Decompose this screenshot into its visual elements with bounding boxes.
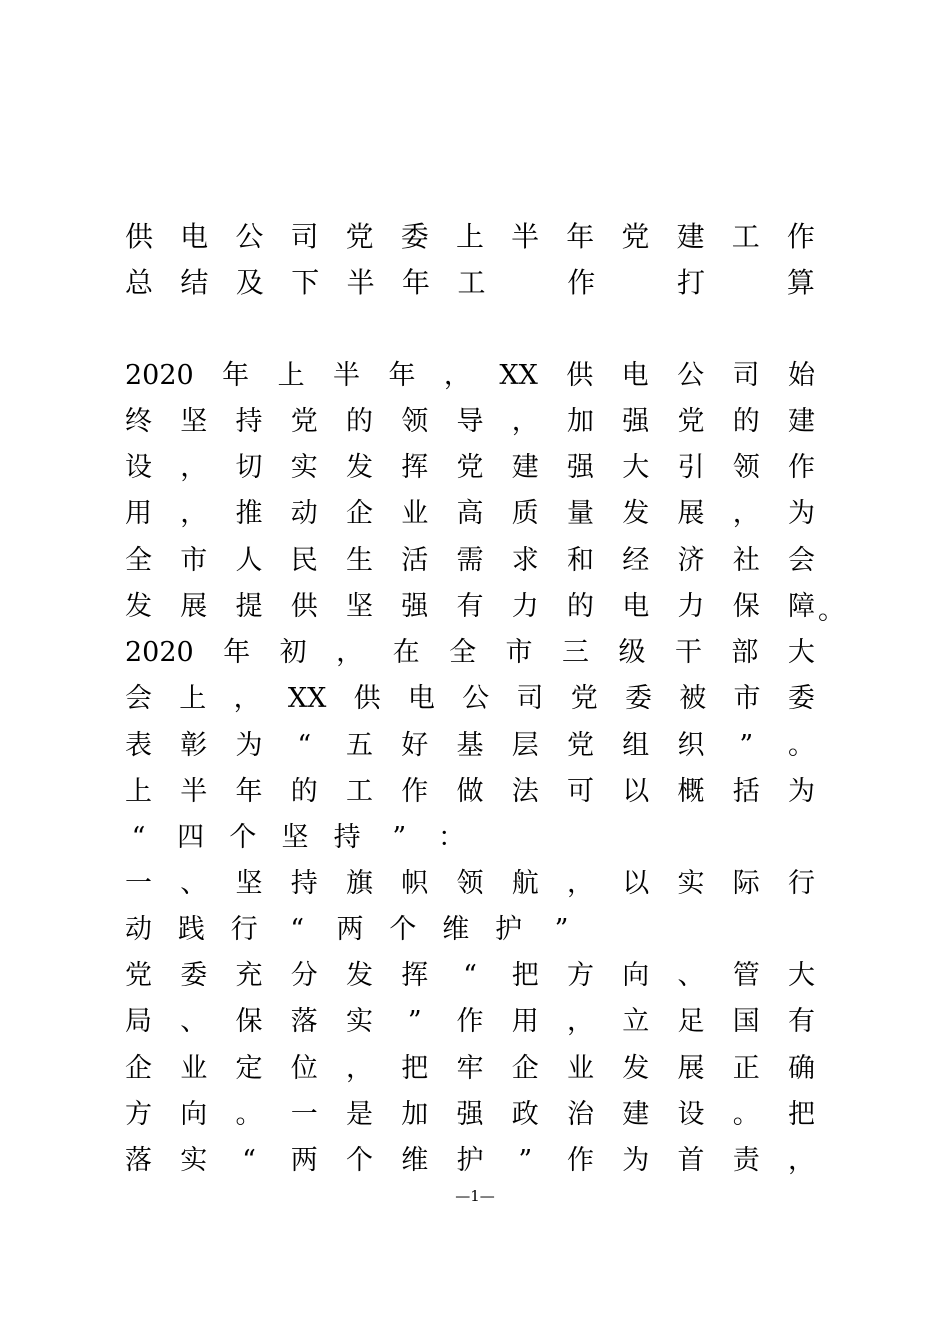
- body-line: 发 展 提 供 坚 强 有 力 的 电 力 保 障: [125, 591, 815, 622]
- body-line: 党 委 充 分 发 挥 “ 把 方 向 、 管 大: [125, 960, 815, 991]
- title-line: 总 结 及 下 半 年 工 作 打 算: [125, 266, 815, 299]
- body-line-tail: 。: [818, 595, 845, 626]
- body-line: 表 彰 为 “ 五 好 基 层 党 组 织 ” 。: [125, 730, 815, 761]
- section-heading-line: 一 、 坚 持 旗 帜 领 航 ， 以 实 际 行: [125, 868, 815, 899]
- section-heading-line: 动 践 行 “ 两 个 维 护 ”: [125, 914, 569, 945]
- body-line: 会 上 ， XX 供 电 公 司 党 委 被 市 委: [125, 683, 815, 714]
- body-line: 2020 年 上 半 年 ， XX 供 电 公 司 始: [125, 360, 815, 391]
- page-number: —1—: [455, 1187, 495, 1205]
- body-line: 企 业 定 位 ， 把 牢 企 业 发 展 正 确: [125, 1053, 815, 1084]
- body-line: 终 坚 持 党 的 领 导 ， 加 强 党 的 建: [125, 406, 815, 437]
- body-line: 用 ， 推 动 企 业 高 质 量 发 展 ， 为: [125, 498, 815, 529]
- body-line: 全 市 人 民 生 活 需 求 和 经 济 社 会: [125, 545, 815, 576]
- body-line: 设 ， 切 实 发 挥 党 建 强 大 引 领 作: [125, 452, 815, 483]
- body-line: 方 向 。 一 是 加 强 政 治 建 设 。 把: [125, 1099, 815, 1130]
- body-line: 2020 年 初 ， 在 全 市 三 级 干 部 大: [125, 637, 815, 668]
- body-line: 局 、 保 落 实 ” 作 用 ， 立 足 国 有: [125, 1006, 815, 1037]
- body-line: 落 实 “ 两 个 维 护 ” 作 为 首 责 ，: [125, 1145, 815, 1176]
- body-line: 上 半 年 的 工 作 做 法 可 以 概 括 为: [125, 776, 815, 807]
- title-line: 供 电 公 司 党 委 上 半 年 党 建 工 作: [125, 220, 815, 253]
- body-line: “ 四 个 坚 持 ” ：: [131, 822, 465, 853]
